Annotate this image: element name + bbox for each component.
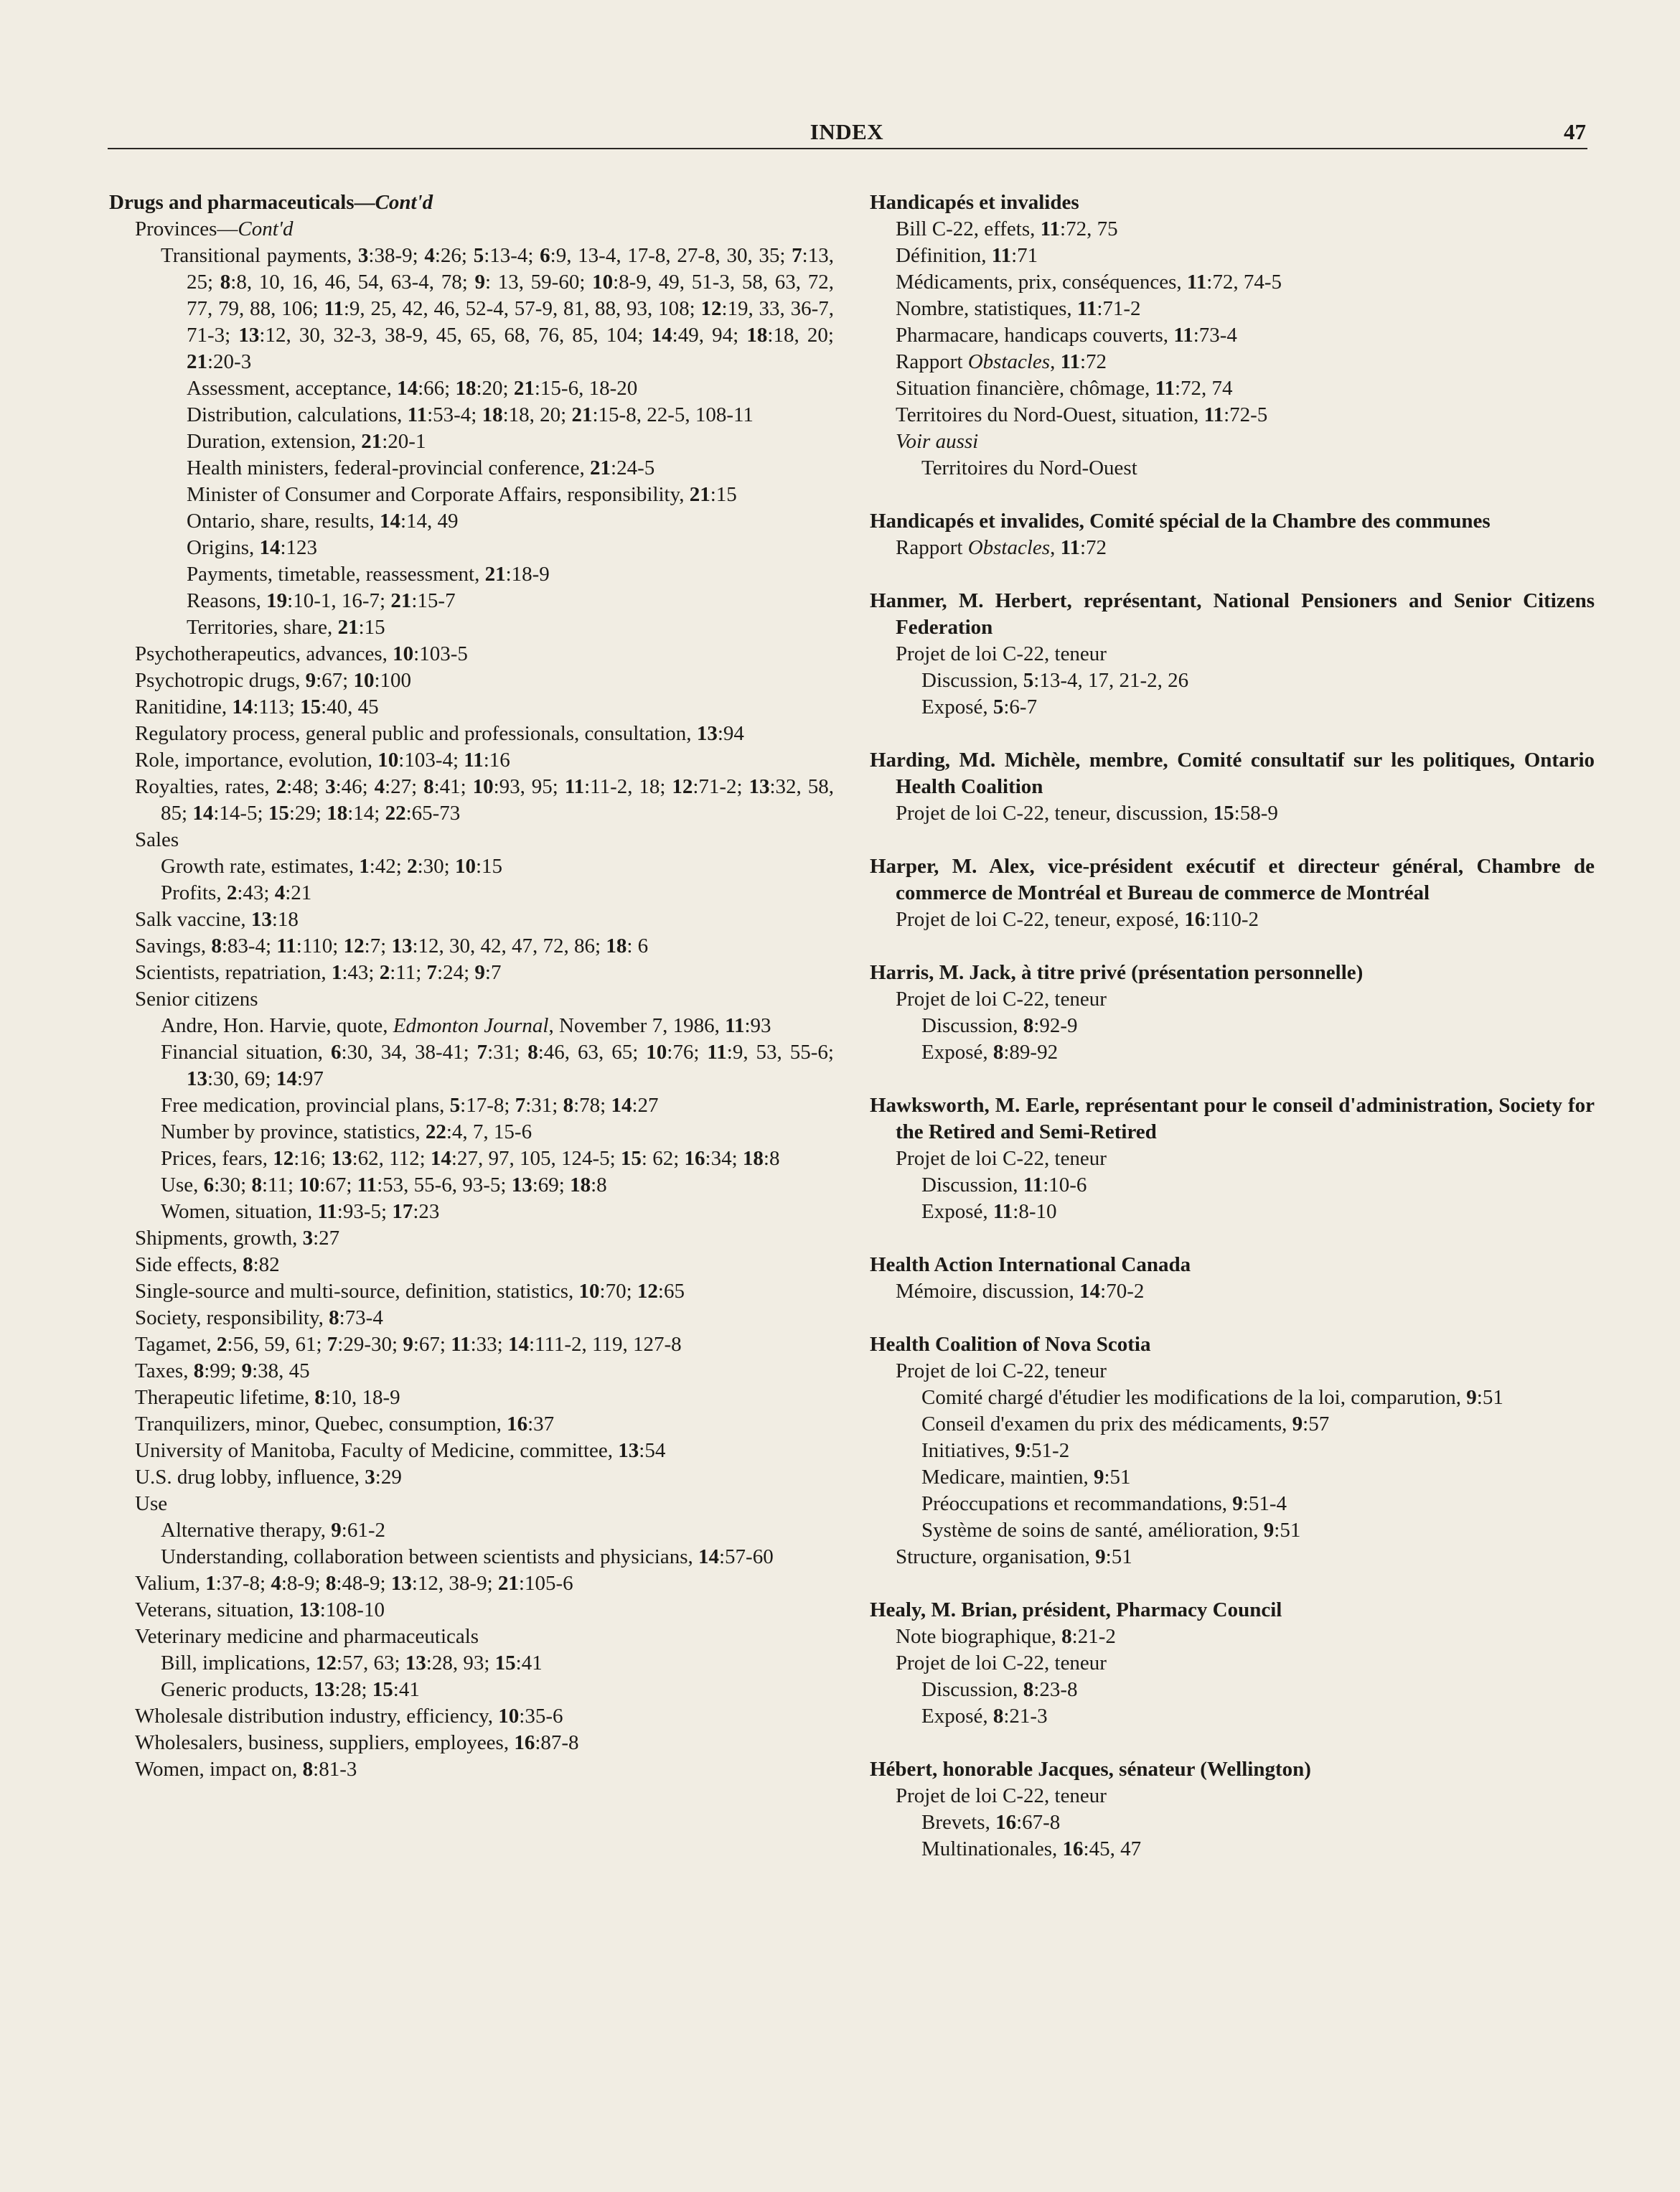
- index-entry: Exposé, 8:89-92: [921, 1041, 1059, 1064]
- index-entry: Exposé, 8:21-3: [921, 1705, 1048, 1728]
- index-entry: Reasons, 19:10-1, 16-7; 21:15-7: [187, 589, 456, 612]
- index-entry: Pharmacare, handicaps couverts, 11:73-4: [896, 324, 1237, 347]
- index-entry: Society, responsibility, 8:73-4: [135, 1306, 383, 1329]
- index-entry: Therapeutic lifetime, 8:10, 18-9: [135, 1386, 400, 1409]
- index-heading: Handicapés et invalides: [870, 191, 1079, 214]
- index-entry: Provinces—Cont'd: [135, 217, 294, 240]
- index-entry: Women, impact on, 8:81-3: [135, 1758, 357, 1781]
- index-entry: Veterans, situation, 13:108-10: [135, 1598, 385, 1621]
- index-entry: Profits, 2:43; 4:21: [161, 881, 312, 904]
- index-entry: Growth rate, estimates, 1:42; 2:30; 10:15: [161, 855, 503, 878]
- page-number: 47: [1564, 119, 1586, 144]
- index-entry: Bill C-22, effets, 11:72, 75: [896, 217, 1118, 240]
- index-entry: Système de soins de santé, amélioration, 9:51: [921, 1519, 1301, 1542]
- index-entry: Discussion, 5:13-4, 17, 21-2, 26: [921, 669, 1189, 692]
- index-entry: Use: [135, 1492, 168, 1515]
- index-entry: Scientists, repatriation, 1:43; 2:11; 7:24; 9:7: [135, 961, 502, 984]
- index-entry: Projet de loi C-22, teneur, discussion, 15:58-9: [896, 802, 1278, 825]
- index-entry: Psychotherapeutics, advances, 10:103-5: [135, 642, 468, 665]
- index-entry: Distribution, calculations, 11:53-4; 18:18, 20; 21:15-8, 22-5, 108-11: [187, 403, 754, 426]
- index-entry: Andre, Hon. Harvie, quote, Edmonton Journal, November 7, 1986, 11:93: [161, 1014, 771, 1037]
- index-entry: Role, importance, evolution, 10:103-4; 11:16: [135, 749, 510, 772]
- index-entry: Senior citizens: [135, 988, 258, 1011]
- index-entry: Origins, 14:123: [187, 536, 318, 559]
- index-entry: Medicare, maintien, 9:51: [921, 1466, 1131, 1489]
- index-entry: Territories, share, 21:15: [187, 616, 385, 639]
- index-heading: Harper, M. Alex, vice-président exécutif et directeur général, Chambre de commerce de Montréal et Bureau de commerce de Montréal: [870, 855, 1595, 904]
- index-entry: Projet de loi C-22, teneur: [896, 1784, 1107, 1807]
- index-entry: U.S. drug lobby, influence, 3:29: [135, 1466, 402, 1489]
- index-entry: Financial situation, 6:30, 34, 38-41; 7:31; 8:46, 63, 65; 10:76; 11:9, 53, 55-6; 13:30, 69; 14:97: [161, 1041, 834, 1090]
- index-entry: Royalties, rates, 2:48; 3:46; 4:27; 8:41; 10:93, 95; 11:11-2, 18; 12:71-2; 13:32, 58, 85; 14:14-5; 15:29; 18:14; 22:65-73: [135, 775, 834, 825]
- index-entry: Wholesale distribution industry, efficiency, 10:35-6: [135, 1705, 563, 1728]
- index-entry: Comité chargé d'étudier les modifications de la loi, comparution, 9:51: [921, 1386, 1503, 1409]
- index-entry: Structure, organisation, 9:51: [896, 1545, 1132, 1568]
- index-entry: Savings, 8:83-4; 11:110; 12:7; 13:12, 30, 42, 47, 72, 86; 18: 6: [135, 935, 649, 957]
- index-entry: Bill, implications, 12:57, 63; 13:28, 93; 15:41: [161, 1652, 543, 1675]
- index-entry: Wholesalers, business, suppliers, employees, 16:87-8: [135, 1731, 579, 1754]
- index-entry: Tagamet, 2:56, 59, 61; 7:29-30; 9:67; 11:33; 14:111-2, 119, 127-8: [135, 1333, 682, 1356]
- index-entry: Side effects, 8:82: [135, 1253, 280, 1276]
- index-entry: Ranitidine, 14:113; 15:40, 45: [135, 695, 379, 718]
- index-entry: Rapport Obstacles, 11:72: [896, 536, 1107, 559]
- index-entry: University of Manitoba, Faculty of Medicine, committee, 13:54: [135, 1439, 666, 1462]
- index-entry: Shipments, growth, 3:27: [135, 1227, 340, 1250]
- index-entry: Use, 6:30; 8:11; 10:67; 11:53, 55-6, 93-5; 13:69; 18:8: [161, 1174, 607, 1196]
- page-header: [108, 119, 1586, 151]
- index-heading: Harding, Md. Michèle, membre, Comité consultatif sur les politiques, Ontario Health Coalition: [870, 749, 1595, 798]
- index-heading: Healy, M. Brian, président, Pharmacy Council: [870, 1598, 1282, 1621]
- header-rule: [108, 148, 1587, 149]
- index-entry: Brevets, 16:67-8: [921, 1811, 1061, 1834]
- index-entry: Rapport Obstacles, 11:72: [896, 350, 1107, 373]
- index-entry: Initiatives, 9:51-2: [921, 1439, 1070, 1462]
- index-entry: Discussion, 8:23-8: [921, 1678, 1078, 1701]
- index-entry: Women, situation, 11:93-5; 17:23: [161, 1200, 440, 1223]
- index-entry: Définition, 11:71: [896, 244, 1038, 267]
- index-entry: Veterinary medicine and pharmaceuticals: [135, 1625, 479, 1648]
- index-entry: Territoires du Nord-Ouest, situation, 11:72-5: [896, 403, 1268, 426]
- index-heading: Hanmer, M. Herbert, représentant, National Pensioners and Senior Citizens Federation: [870, 589, 1595, 639]
- index-entry: Sales: [135, 828, 179, 851]
- index-entry: Free medication, provincial plans, 5:17-8; 7:31; 8:78; 14:27: [161, 1094, 659, 1117]
- index-entry: Alternative therapy, 9:61-2: [161, 1519, 385, 1542]
- index-heading: Drugs and pharmaceuticals—Cont'd: [109, 191, 433, 214]
- index-entry: Projet de loi C-22, teneur: [896, 988, 1107, 1011]
- index-entry: Minister of Consumer and Corporate Affairs, responsibility, 21:15: [187, 483, 737, 506]
- index-heading: Health Coalition of Nova Scotia: [870, 1333, 1151, 1356]
- index-entry: Assessment, acceptance, 14:66; 18:20; 21:15-6, 18-20: [187, 377, 638, 400]
- index-column-right: [870, 189, 1595, 1863]
- index-entry: Generic products, 13:28; 15:41: [161, 1678, 420, 1701]
- index-entry: Discussion, 8:92-9: [921, 1014, 1078, 1037]
- index-entry: Projet de loi C-22, teneur: [896, 1652, 1107, 1675]
- index-entry: Exposé, 11:8-10: [921, 1200, 1057, 1223]
- index-heading: Harris, M. Jack, à titre privé (présentation personnelle): [870, 961, 1364, 984]
- index-entry: Voir aussi: [896, 430, 979, 453]
- index-heading: Handicapés et invalides, Comité spécial de la Chambre des communes: [870, 510, 1491, 533]
- index-entry: Exposé, 5:6-7: [921, 695, 1038, 718]
- index-entry: Situation financière, chômage, 11:72, 74: [896, 377, 1233, 400]
- index-entry: Health ministers, federal-provincial conference, 21:24-5: [187, 456, 655, 479]
- index-entry: Médicaments, prix, conséquences, 11:72, 74-5: [896, 271, 1282, 294]
- index-entry: Préoccupations et recommandations, 9:51-4: [921, 1492, 1287, 1515]
- index-entry: Note biographique, 8:21-2: [896, 1625, 1116, 1648]
- index-entry: Mémoire, discussion, 14:70-2: [896, 1280, 1145, 1303]
- index-entry: Valium, 1:37-8; 4:8-9; 8:48-9; 13:12, 38-9; 21:105-6: [135, 1572, 573, 1595]
- index-entry: Payments, timetable, reassessment, 21:18-9: [187, 563, 550, 586]
- index-entry: Taxes, 8:99; 9:38, 45: [135, 1359, 310, 1382]
- page-title: INDEX: [810, 119, 884, 144]
- index-entry: Projet de loi C-22, teneur: [896, 1359, 1107, 1382]
- index-entry: Discussion, 11:10-6: [921, 1174, 1087, 1196]
- index-entry: Territoires du Nord-Ouest: [921, 456, 1137, 479]
- index-entry: Conseil d'examen du prix des médicaments, 9:57: [921, 1413, 1330, 1435]
- index-entry: Tranquilizers, minor, Quebec, consumption, 16:37: [135, 1413, 555, 1435]
- index-entry: Prices, fears, 12:16; 13:62, 112; 14:27, 97, 105, 124-5; 15: 62; 16:34; 18:8: [161, 1147, 780, 1170]
- index-entry: Projet de loi C-22, teneur: [896, 1147, 1107, 1170]
- index-entry: Multinationales, 16:45, 47: [921, 1837, 1142, 1860]
- index-entry: Salk vaccine, 13:18: [135, 908, 299, 931]
- index-heading: Hébert, honorable Jacques, sénateur (Wellington): [870, 1758, 1311, 1781]
- index-entry: Psychotropic drugs, 9:67; 10:100: [135, 669, 412, 692]
- index-entry: Duration, extension, 21:20-1: [187, 430, 426, 453]
- index-entry: Transitional payments, 3:38-9; 4:26; 5:13-4; 6:9, 13-4, 17-8, 27-8, 30, 35; 7:13, 25; 8:8, 10, 16, 46, 54, 63-4, 78; 9: 13, 59-60; 10:8-9, 49, 51-3, 58, 63, 72, 77, 79, 88, 106; 11:9, 25, 42, 46, 52-4, 57-9, 81, 88, 93, 108; 12:19, 33, 36-7, 71-3; 13:12, 30, 32-3, 38-9, 45, 65, 68, 76, 85, 104; 14:49, 94; 18:18, 20; 21:20-3: [161, 244, 834, 373]
- index-entry: Regulatory process, general public and professionals, consultation, 13:94: [135, 722, 744, 745]
- index-entry: Understanding, collaboration between scientists and physicians, 14:57-60: [161, 1545, 774, 1568]
- index-entry: Ontario, share, results, 14:14, 49: [187, 510, 459, 533]
- index-heading: Hawksworth, M. Earle, représentant pour le conseil d'administration, Society for the Retired and Semi-Retired: [870, 1094, 1595, 1143]
- index-entry: Projet de loi C-22, teneur, exposé, 16:110-2: [896, 908, 1259, 931]
- index-heading: Health Action International Canada: [870, 1253, 1191, 1276]
- index-entry: Nombre, statistiques, 11:71-2: [896, 297, 1141, 320]
- index-entry: Single-source and multi-source, definition, statistics, 10:70; 12:65: [135, 1280, 685, 1303]
- index-entry: Projet de loi C-22, teneur: [896, 642, 1107, 665]
- index-column-left: [109, 189, 834, 1783]
- index-entry: Number by province, statistics, 22:4, 7, 15-6: [161, 1120, 532, 1143]
